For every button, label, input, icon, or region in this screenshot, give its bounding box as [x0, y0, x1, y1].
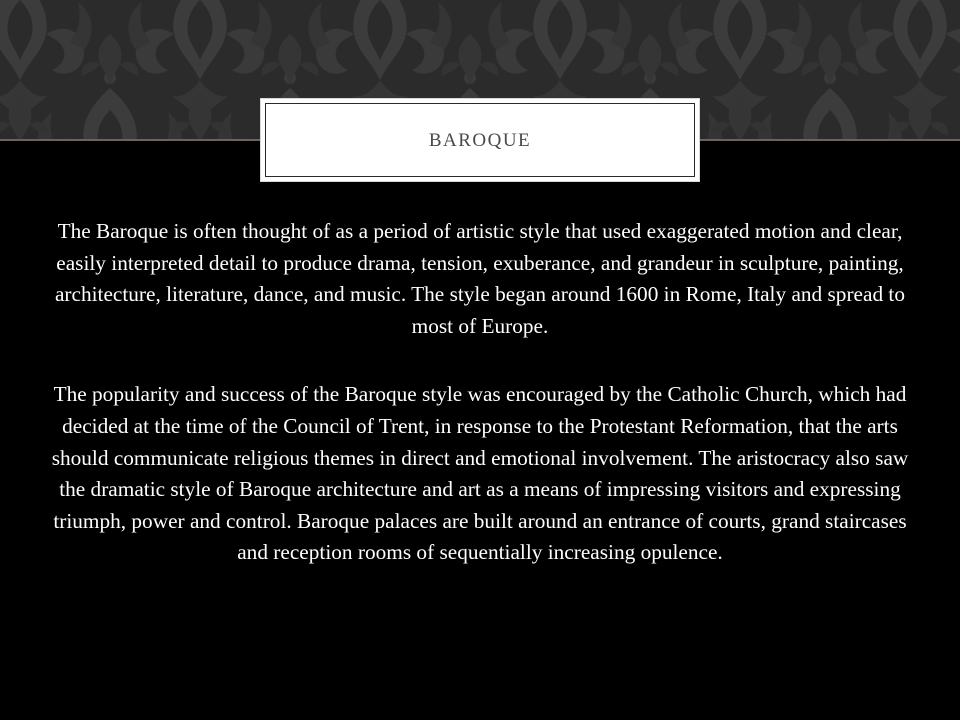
body-paragraph-1: The Baroque is often thought of as a period of artistic style that used exaggerated motion and clear, easily interpreted detail to produce drama, tension, exuberance, and grandeur in sculpture, painting, architecture, literature, dance, and music. The style began around 1600 in Rome, Italy and spread to most of Europe.: [54, 219, 905, 338]
body-paragraph-2: The popularity and success of the Baroque style was encouraged by the Catholic Church, which had decided at the time of the Council of Trent, in response to the Protestant Reformation, that the arts should communicate religious themes in direct and emotional involvement. The aristocracy also saw the dramatic style of Baroque architecture and art as a means of impressing visitors and expressing triumph, power and control. Baroque palaces are built around an entrance of courts, grand staircases and reception rooms of sequentially increasing opulence.: [51, 382, 909, 565]
title-box: [260, 98, 700, 182]
slide-title: BAROQUE: [428, 130, 532, 151]
slide-body: [44, 216, 916, 569]
